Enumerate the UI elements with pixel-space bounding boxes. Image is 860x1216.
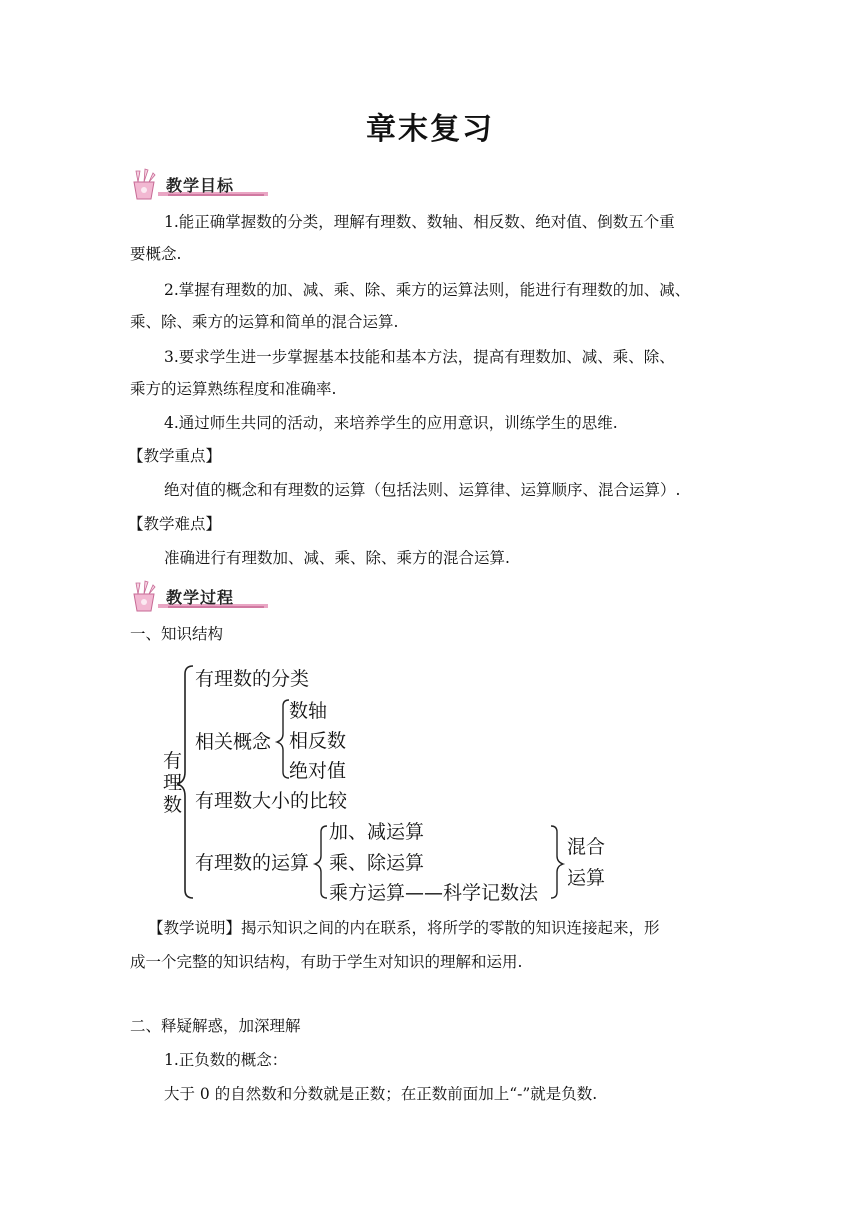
- goal-line: 1.能正确掌握数的分类，理解有理数、数轴、相反数、绝对值、倒数五个重: [164, 213, 675, 231]
- diagram-operations: 有理数的运算: [195, 852, 310, 874]
- page-title: 章末复习: [366, 112, 494, 147]
- goal-line: 4.通过师生共同的活动，来培养学生的应用意识，训练学生的思维.: [164, 414, 618, 432]
- explanation-line: 成一个完整的知识结构，有助于学生对知识的理解和运用.: [130, 953, 523, 971]
- diagram-root-char: 理: [163, 772, 183, 794]
- goal-line: 要概念.: [130, 245, 182, 263]
- diagram-compare: 有理数大小的比较: [195, 790, 348, 812]
- knowledge-structure-diagram: [155, 660, 625, 910]
- goals-banner-label: 教学目标: [166, 176, 235, 195]
- diagram-related-item: 数轴: [289, 700, 328, 722]
- diagram-root-char: 数: [163, 794, 183, 816]
- diagram-mixed: 混合: [567, 836, 606, 858]
- item-heading: 1.正负数的概念：: [164, 1051, 288, 1069]
- diagram-op-item: 加、减运算: [329, 821, 425, 843]
- goals-banner: [128, 168, 268, 202]
- diagram-op-item: 乘方运算——科学记数法: [329, 882, 539, 904]
- diagram-related-item: 相反数: [289, 730, 347, 752]
- section-heading: 二、释疑解惑，加深理解: [130, 1017, 301, 1035]
- process-banner-label: 教学过程: [166, 588, 235, 607]
- difficulties-heading: 【教学难点】: [128, 515, 222, 533]
- diagram-root-char: 有: [163, 750, 183, 772]
- key-points-text: 绝对值的概念和有理数的运算（包括法则、运算律、运算顺序、混合运算）.: [164, 481, 681, 499]
- key-points-heading: 【教学重点】: [128, 447, 222, 465]
- section-heading: 一、知识结构: [130, 625, 224, 643]
- difficulties-text: 准确进行有理数加、减、乘、除、乘方的混合运算.: [164, 549, 510, 567]
- process-banner: [128, 580, 268, 614]
- diagram-related: 相关概念: [195, 731, 272, 753]
- diagram-related-item: 绝对值: [289, 760, 347, 782]
- diagram-classification: 有理数的分类: [195, 668, 310, 690]
- goal-line: 乘、除、乘方的运算和简单的混合运算.: [130, 313, 399, 331]
- goal-line: 3.要求学生进一步掌握基本技能和基本方法，提高有理数加、减、乘、除、: [164, 348, 675, 366]
- explanation-line: 【教学说明】揭示知识之间的内在联系，将所学的零散的知识连接起来，形: [148, 919, 660, 937]
- goal-line: 乘方的运算熟练程度和准确率.: [130, 380, 337, 398]
- goal-line: 2.掌握有理数的加、减、乘、除、乘方的运算法则，能进行有理数的加、减、: [164, 281, 691, 299]
- item-text: 大于 0 的自然数和分数就是正数；在正数前面加上“-”就是负数.: [164, 1085, 598, 1103]
- diagram-mixed: 运算: [567, 867, 606, 889]
- diagram-op-item: 乘、除运算: [329, 852, 425, 874]
